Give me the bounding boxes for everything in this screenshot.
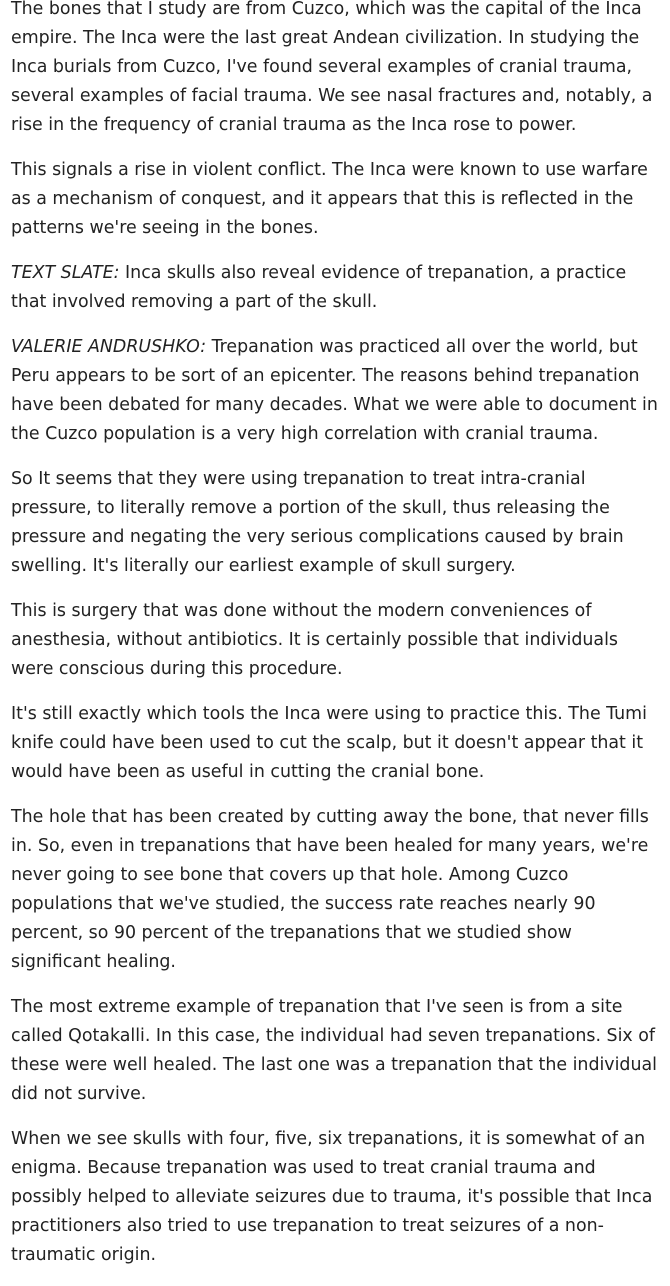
paragraph-text: The hole that has been created by cutting away the bone, that never fills in. So, even in trepanations that have been healed for many years, we're never going to see bone that covers up that hole. Among Cuzco populations that we've studied, the success rate reaches nearly 90 percent, so 90 percent of the trepanations that we studied show significant healing.: [11, 807, 649, 972]
speaker-label: TEXT SLATE:: [11, 263, 120, 283]
paragraph-text: It's still exactly which tools the Inca were using to practice this. The Tumi knife could have been used to cut the scalp, but it doesn't appear that it would have been as useful in cutting the cranial bone.: [11, 704, 647, 782]
paragraph-text: The most extreme example of trepanation that I've seen is from a site called Qotakalli. In this case, the individual had seven trepanations. Six of these were well healed. The last one was a trepanation that the individual did not survive.: [11, 997, 657, 1104]
paragraph-4: [11, 333, 661, 449]
paragraph-text: When we see skulls with four, five, six trepanations, it is somewhat of an enigma. Because trepanation was used to treat cranial trauma and possibly helped to alleviate seizures due to trauma, it's possible that Inca practitioners also tried to use trepanation to treat seizures of a non-traumatic origin.: [11, 1129, 653, 1265]
paragraph-9: [11, 993, 661, 1109]
paragraph-text: This is surgery that was done without the modern conveniences of anesthesia, without antibiotics. It is certainly possible that individuals were conscious during this procedure.: [11, 601, 618, 679]
paragraph-text: The bones that I study are from Cuzco, which was the capital of the Inca empire. The Inca were the last great Andean civilization. In studying the Inca burials from Cuzco, I've found several examples of cranial trauma, several examples of facial trauma. We see nasal fractures and, notably, a rise in the frequency of cranial trauma as the Inca rose to power.: [11, 0, 653, 135]
speaker-label: VALERIE ANDRUSHKO:: [11, 337, 207, 357]
transcript-body: [11, 0, 661, 1286]
paragraph-3: [11, 259, 661, 317]
paragraph-1: [11, 0, 661, 140]
paragraph-2: [11, 156, 661, 243]
paragraph-5: [11, 465, 661, 581]
paragraph-8: [11, 803, 661, 977]
paragraph-7: [11, 700, 661, 787]
paragraph-10: [11, 1125, 661, 1270]
paragraph-text: Inca skulls also reveal evidence of trepanation, a practice that involved removing a part of the skull.: [11, 263, 627, 312]
paragraph-text: This signals a rise in violent conflict. The Inca were known to use warfare as a mechanism of conquest, and it appears that this is reflected in the patterns we're seeing in the bones.: [11, 160, 648, 238]
paragraph-text: Trepanation was practiced all over the world, but Peru appears to be sort of an epicenter. The reasons behind trepanation have been debated for many decades. What we were able to document in the Cuzco population is a very high correlation with cranial trauma.: [11, 337, 658, 444]
paragraph-6: [11, 597, 661, 684]
paragraph-text: So It seems that they were using trepanation to treat intra-cranial pressure, to literally remove a portion of the skull, thus releasing the pressure and negating the very serious complications caused by brain swelling. It's literally our earliest example of skull surgery.: [11, 469, 624, 576]
